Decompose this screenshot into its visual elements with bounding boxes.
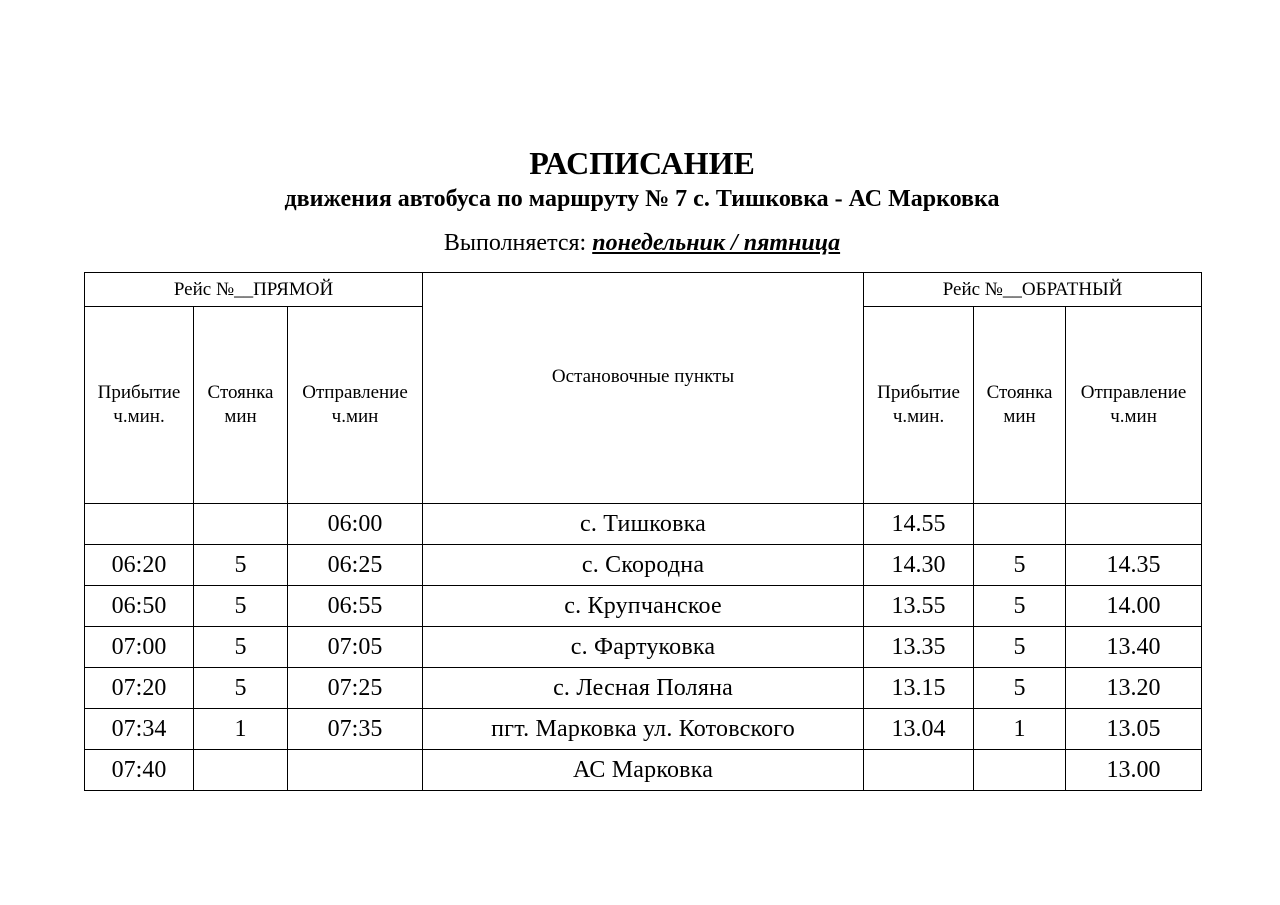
direct-arrival-cell: 06:20 bbox=[85, 545, 194, 586]
direct-departure-header-line2: ч.мин bbox=[331, 406, 379, 427]
return-departure-cell: 14.00 bbox=[1066, 586, 1202, 627]
table-row bbox=[85, 586, 1202, 627]
direct-stop-cell: 5 bbox=[194, 668, 288, 709]
stop-name-cell: с. Тишковка bbox=[423, 504, 864, 545]
return-arrival-cell: 13.35 bbox=[864, 627, 974, 668]
stop-name-cell: с. Лесная Поляна bbox=[423, 668, 864, 709]
table-row bbox=[85, 668, 1202, 709]
direct-departure-cell: 06:25 bbox=[288, 545, 423, 586]
direct-stop-header-line1: Стоянка bbox=[207, 382, 274, 403]
direct-departure-cell: 07:25 bbox=[288, 668, 423, 709]
return-stop-cell: 5 bbox=[974, 586, 1066, 627]
direct-stop-cell: 1 bbox=[194, 709, 288, 750]
direct-trip-header: Рейс №__ПРЯМОЙ bbox=[85, 273, 423, 307]
direct-departure-cell bbox=[288, 750, 423, 791]
return-stop-cell: 5 bbox=[974, 545, 1066, 586]
return-trip-header: Рейс №__ОБРАТНЫЙ bbox=[864, 273, 1202, 307]
direct-arrival-cell: 07:40 bbox=[85, 750, 194, 791]
return-arrival-header bbox=[864, 307, 974, 504]
direct-arrival-header bbox=[85, 307, 194, 504]
return-departure-cell: 14.35 bbox=[1066, 545, 1202, 586]
direct-arrival-cell bbox=[85, 504, 194, 545]
direct-arrival-cell: 06:50 bbox=[85, 586, 194, 627]
operating-days-value: понедельник / пятница bbox=[592, 230, 841, 256]
return-departure-cell bbox=[1066, 504, 1202, 545]
return-arrival-cell bbox=[864, 750, 974, 791]
table-row bbox=[85, 545, 1202, 586]
group-header-row bbox=[85, 273, 1202, 307]
return-arrival-cell: 13.04 bbox=[864, 709, 974, 750]
return-arrival-cell: 14.55 bbox=[864, 504, 974, 545]
direct-arrival-cell: 07:34 bbox=[85, 709, 194, 750]
document-subtitle: движения автобуса по маршруту № 7 с. Тишковка - АС Марковка bbox=[284, 186, 1000, 212]
return-arrival-cell: 14.30 bbox=[864, 545, 974, 586]
return-stop-cell: 1 bbox=[974, 709, 1066, 750]
return-stop-header-line2: мин bbox=[1003, 406, 1036, 427]
direct-stop-cell bbox=[194, 504, 288, 545]
table-row bbox=[85, 750, 1202, 791]
direct-departure-cell: 07:35 bbox=[288, 709, 423, 750]
return-stop-cell bbox=[974, 750, 1066, 791]
stop-name-cell: с. Скородна bbox=[423, 545, 864, 586]
direct-departure-header-line1: Отправление bbox=[302, 382, 408, 403]
stop-name-cell: с. Фартуковка bbox=[423, 627, 864, 668]
schedule-table bbox=[84, 272, 1202, 791]
stop-name-cell: с. Крупчанское bbox=[423, 586, 864, 627]
direct-departure-cell: 06:55 bbox=[288, 586, 423, 627]
document-title: РАСПИСАНИЕ bbox=[529, 145, 755, 181]
operating-days bbox=[0, 227, 1280, 259]
return-stop-cell bbox=[974, 504, 1066, 545]
direct-stop-cell bbox=[194, 750, 288, 791]
return-arrival-cell: 13.15 bbox=[864, 668, 974, 709]
return-stop-cell: 5 bbox=[974, 627, 1066, 668]
stops-column-header: Остановочные пункты bbox=[423, 273, 864, 504]
return-stop-header bbox=[974, 307, 1066, 504]
return-stop-header-line1: Стоянка bbox=[986, 382, 1053, 403]
direct-stop-cell: 5 bbox=[194, 545, 288, 586]
return-departure-cell: 13.20 bbox=[1066, 668, 1202, 709]
direct-arrival-cell: 07:20 bbox=[85, 668, 194, 709]
direct-stop-header-line2: мин bbox=[224, 406, 257, 427]
return-departure-header-line1: Отправление bbox=[1080, 382, 1187, 403]
return-departure-cell: 13.00 bbox=[1066, 750, 1202, 791]
table-row bbox=[85, 627, 1202, 668]
return-departure-cell: 13.05 bbox=[1066, 709, 1202, 750]
table-row bbox=[85, 709, 1202, 750]
operating-days-label: Выполняется: bbox=[443, 230, 587, 256]
direct-departure-header bbox=[288, 307, 423, 504]
direct-stop-header bbox=[194, 307, 288, 504]
stop-name-cell: АС Марковка bbox=[423, 750, 864, 791]
return-departure-header bbox=[1066, 307, 1202, 504]
direct-stop-cell: 5 bbox=[194, 586, 288, 627]
table-row bbox=[85, 504, 1202, 545]
direct-departure-cell: 06:00 bbox=[288, 504, 423, 545]
direct-arrival-header-line2: ч.мин. bbox=[113, 406, 165, 427]
return-stop-cell: 5 bbox=[974, 668, 1066, 709]
return-arrival-header-line1: Прибытие bbox=[877, 382, 960, 403]
return-departure-header-line2: ч.мин bbox=[1110, 406, 1157, 427]
direct-arrival-cell: 07:00 bbox=[85, 627, 194, 668]
return-arrival-header-line2: ч.мин. bbox=[892, 406, 945, 427]
stop-name-cell: пгт. Марковка ул. Котовского bbox=[423, 709, 864, 750]
return-departure-cell: 13.40 bbox=[1066, 627, 1202, 668]
direct-arrival-header-line1: Прибытие bbox=[97, 382, 181, 403]
direct-stop-cell: 5 bbox=[194, 627, 288, 668]
return-arrival-cell: 13.55 bbox=[864, 586, 974, 627]
direct-departure-cell: 07:05 bbox=[288, 627, 423, 668]
